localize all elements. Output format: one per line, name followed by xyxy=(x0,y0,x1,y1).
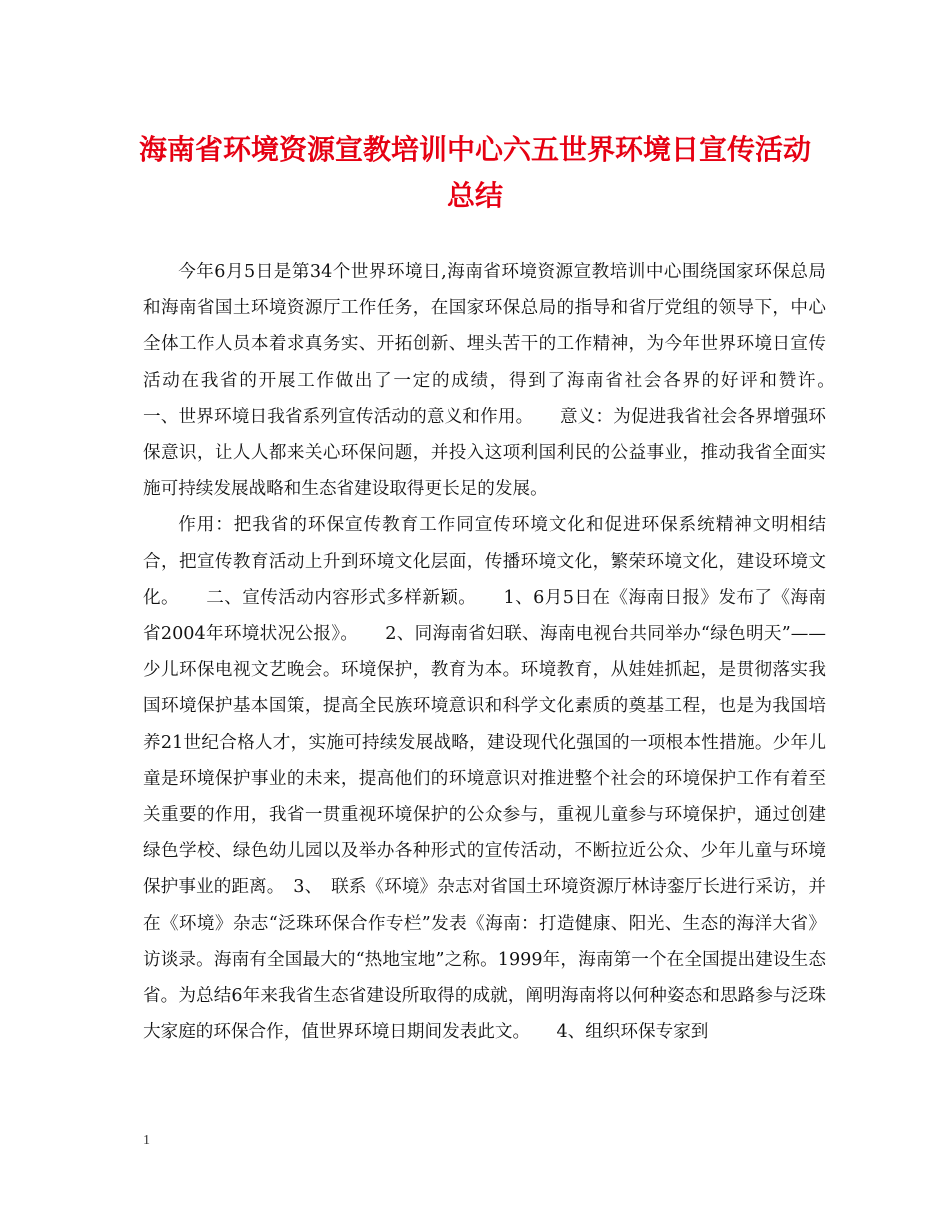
document-title-line-2: 总结 xyxy=(446,179,503,212)
page-number: 1 xyxy=(143,1133,150,1148)
body-paragraph: 作用：把我省的环保宣传教育工作同宣传环境文化和促进环保系统精神文明相结合，把宣传教育活动上升到环境文化层面，传播环境文化，繁荣环境文化，建设环境文化。 二、宣传活动内容形式多样新颖。 1、6月5日在《海南日报》发布了《海南省2004年环境状况公报》。 2、同海南省妇联、海南电视台共同举办“绿色明天”——少儿环保电视文艺晚会。环境保护，教育为本。环境教育，从娃娃抓起，是贯彻落实我国环境保护基本国策，提高全民族环境意识和科学文化素质的奠基工程，也是为我国培养21世纪合格人才，实施可持续发展战略，建设现代化强国的一项根本性措施。少年儿童是环境保护事业的未来，提高他们的环境意识对推进整个社会的环境保护工作有着至关重要的作用，我省一贯重视环境保护的公众参与，重视儿童参与环境保护，通过创建绿色学校、绿色幼儿园以及举办各种形式的宣传活动，不断拉近公众、少年儿童与环境保护事业的距离。 3、 联系《环境》杂志对省国土环境资源厅林诗銮厅长进行采访，并在《环境》杂志“泛珠环保合作专栏”发表《海南：打造健康、阳光、生态的海洋大省》访谈录。海南有全国最大的“热地宝地”之称。1999年，海南第一个在全国提出建设生态省。为总结6年来我省生态省建设所取得的成就，阐明海南将以何种姿态和思路参与泛珠大家庭的环保合作，值世界环境日期间发表此文。 4、组织环保专家到 xyxy=(143,515,826,1043)
document-body xyxy=(143,254,862,1050)
body-paragraph: 今年6月5日是第34个世界环境日,海南省环境资源宣教培训中心围绕国家环保总局和海南省国土环境资源厅工作任务，在国家环保总局的指导和省厅党组的领导下，中心全体工作人员本着求真务实、开拓创新、埋头苦干的工作精神，为今年世界环境日宣传活动在我省的开展工作做出了一定的成绩，得到了海南省社会各界的好评和赞许。 一、世界环境日我省系列宣传活动的意义和作用。 意义：为促进我省社会各界增强环保意识，让人人都来关心环保问题，并投入这项利国利民的公益事业，推动我省全面实施可持续发展战略和生态省建设取得更长足的发展。 xyxy=(143,262,862,500)
document-title-line-1: 海南省环境资源宣教培训中心六五世界环境日宣传活动 xyxy=(138,133,811,166)
